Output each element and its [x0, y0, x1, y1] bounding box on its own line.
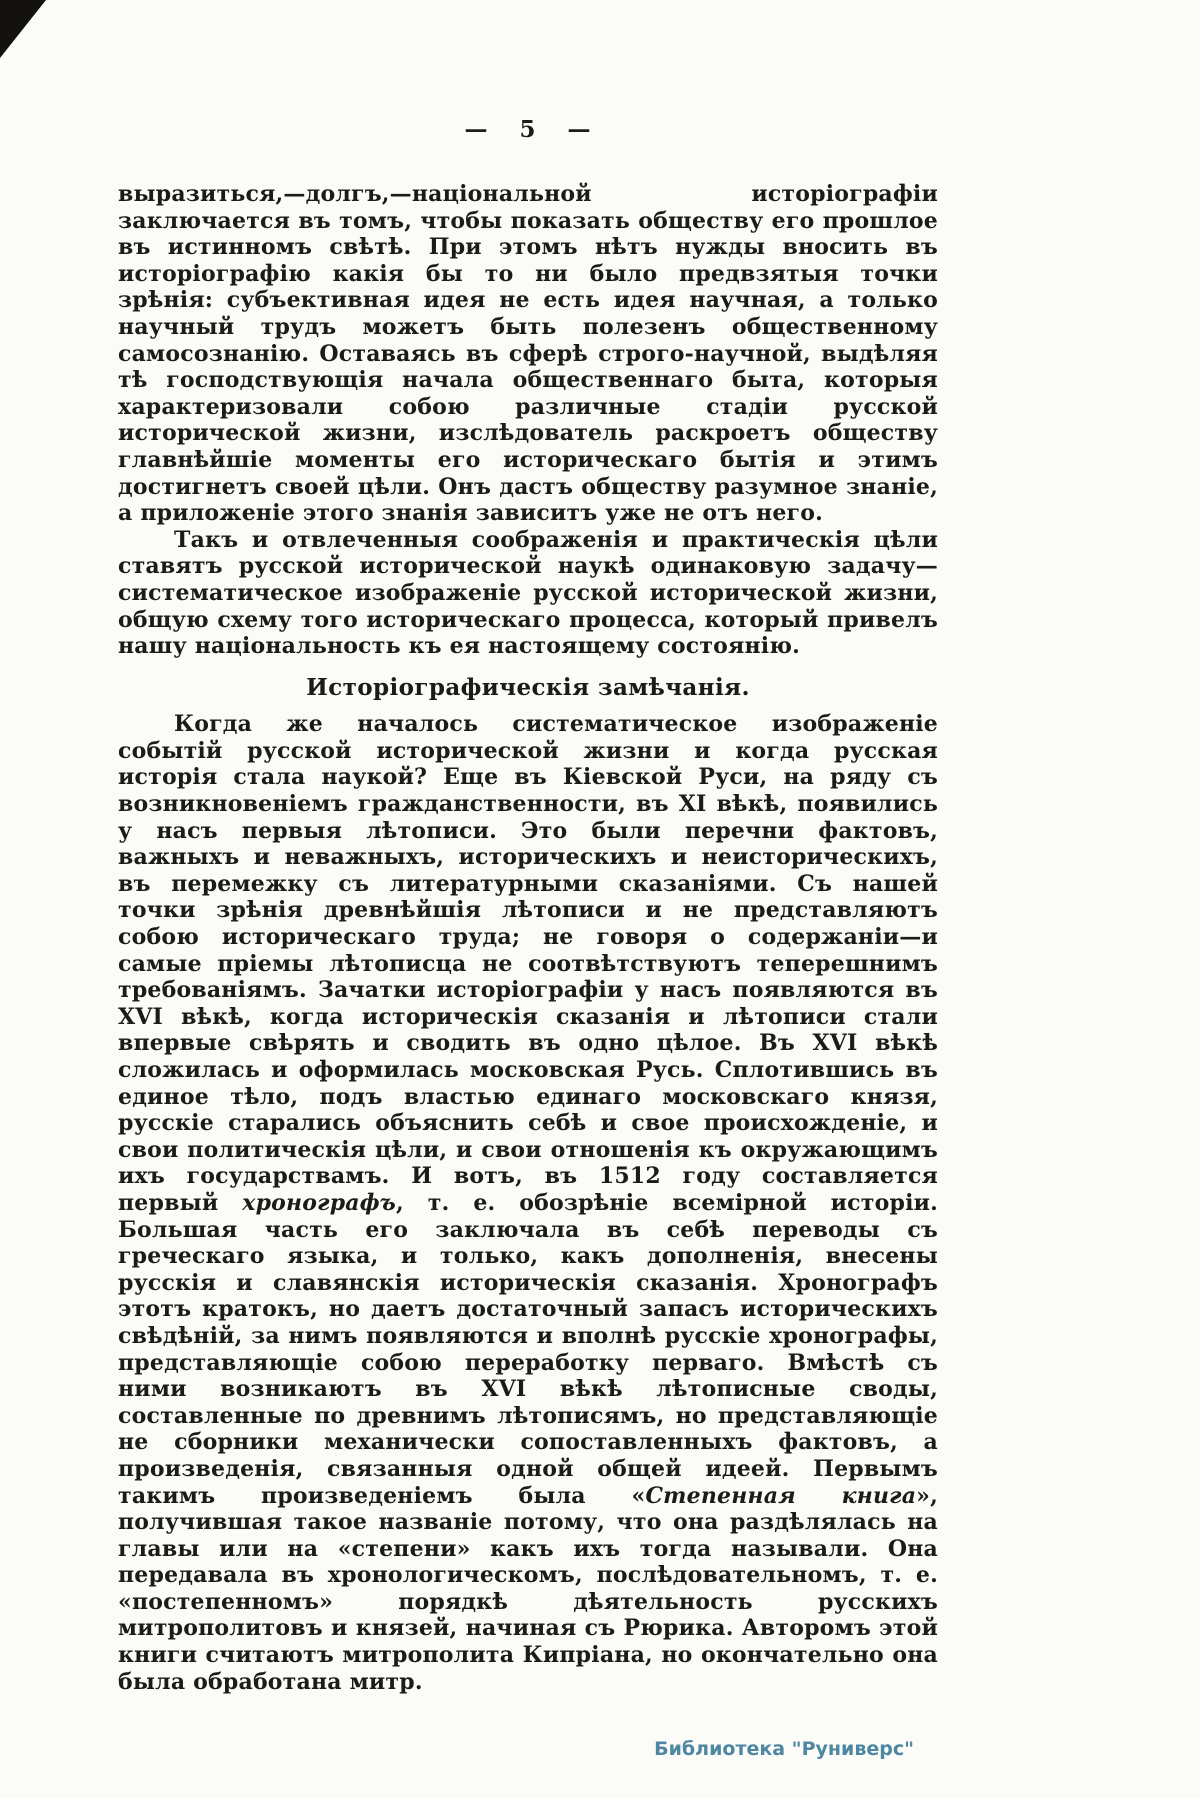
library-watermark: Библиотека "Руниверс" — [654, 1738, 914, 1760]
scan-corner-artifact — [0, 0, 46, 58]
page-number: — 5 — — [464, 116, 592, 143]
paragraph-2: Такъ и отвлеченныя соображенія и практическія цѣли ставятъ русской исторической наукѣ одинаковую задачу—систематическое изображеніе русской исторической жизни, общую схему того историческаго процесса, который привелъ нашу національность къ ея настоящему состоянію. — [118, 526, 938, 660]
paragraph-3 — [118, 711, 938, 1695]
paragraph-1: выразиться,—долгъ,—національной исторіографіи заключается въ томъ, чтобы показать обществу его прошлое въ истинномъ свѣтѣ. При этомъ нѣтъ нужды вносить въ исторіографію какія бы то ни было предвзятыя точки зрѣнія: субъективная идея не есть идея научная, а только научный трудъ можетъ быть полезенъ общественному самосознанію. Оставаясь въ сферѣ строго-научной, выдѣляя тѣ господствующія начала общественнаго быта, которыя характеризовали собою различные стадіи русской исторической жизни, изслѣдователь раскроетъ обществу главнѣйшіе моменты его историческаго бытія и этимъ достигнетъ своей цѣли. Онъ дастъ обществу разумное знаніе, а приложеніе этого знанія зависитъ уже не отъ него. — [118, 181, 938, 527]
page-text-block — [118, 181, 938, 1695]
paragraph-3-italic-term-khronograf: хронографъ — [242, 1189, 396, 1216]
paragraph-3-text: », получившая такое названіе потому, что она раздѣлялась на главы или на «степени» какъ ихъ тогда называли. Она передавала въ хронологическомъ, послѣдовательномъ, т. е. «постепенномъ» порядкѣ дѣятельность русскихъ митрополитовъ и князей, начиная съ Рюрика. Авторомъ этой книги считаютъ митрополита Кипріана, но окончательно она была обработана митр. — [118, 1482, 938, 1695]
section-heading: Исторіографическія замѣчанія. — [306, 673, 750, 701]
paragraph-3-text: , т. е. обозрѣніе всемірной исторіи. Большая часть его заключала въ себѣ переводы съ греческаго языка, и только, какъ дополненія, внесены русскія и славянскія историческія сказанія. Хронографъ этотъ кратокъ, но даетъ достаточный запасъ историческихъ свѣдѣній, за нимъ появляются и вполнѣ русскіе хронографы, представляющіе собою переработку перваго. Вмѣстѣ съ ними возникаютъ въ XVI вѣкѣ лѣтописные своды, составленные по древнимъ лѣтописямъ, но представляющіе не сборники механически сопоставленныхъ фактовъ, а произведенія, связанныя одной общей идеей. Первымъ такимъ произведеніемъ была « — [118, 1189, 938, 1509]
paragraph-3-italic-term-stepennaya-kniga: Степенная книга — [645, 1482, 917, 1509]
paragraph-3-text: Когда же началось систематическое изображеніе событій русской исторической жизни и когда русская исторія стала наукой? Еще въ Кіевской Руси, на ряду съ возникновеніемъ гражданственности, въ XI вѣкѣ, появились у насъ первыя лѣтописи. Это были перечни фактовъ, важныхъ и неважныхъ, историческихъ и неисторическихъ, въ перемежку съ литературными сказаніями. Съ нашей точки зрѣнія древнѣйшія лѣтописи и не представляютъ собою историческаго труда; не говоря о содержаніи—и самые пріемы лѣтописца не соотвѣтствуютъ теперешнимъ требованіямъ. Зачатки исторіографіи у насъ появляются въ XVI вѣкѣ, когда историческія сказанія и лѣтописи стали впервые свѣрять и сводить въ одно цѣлое. Въ XVI вѣкѣ сложилась и оформилась московская Русь. Сплотившись въ единое тѣло, подъ властью единаго московскаго князя, русскіе старались объяснить себѣ и свое происхожденіе, и свои политическія цѣли, и свои отношенія къ окружающимъ ихъ государствамъ. И вотъ, въ 1512 году составляется первый — [118, 711, 938, 1216]
